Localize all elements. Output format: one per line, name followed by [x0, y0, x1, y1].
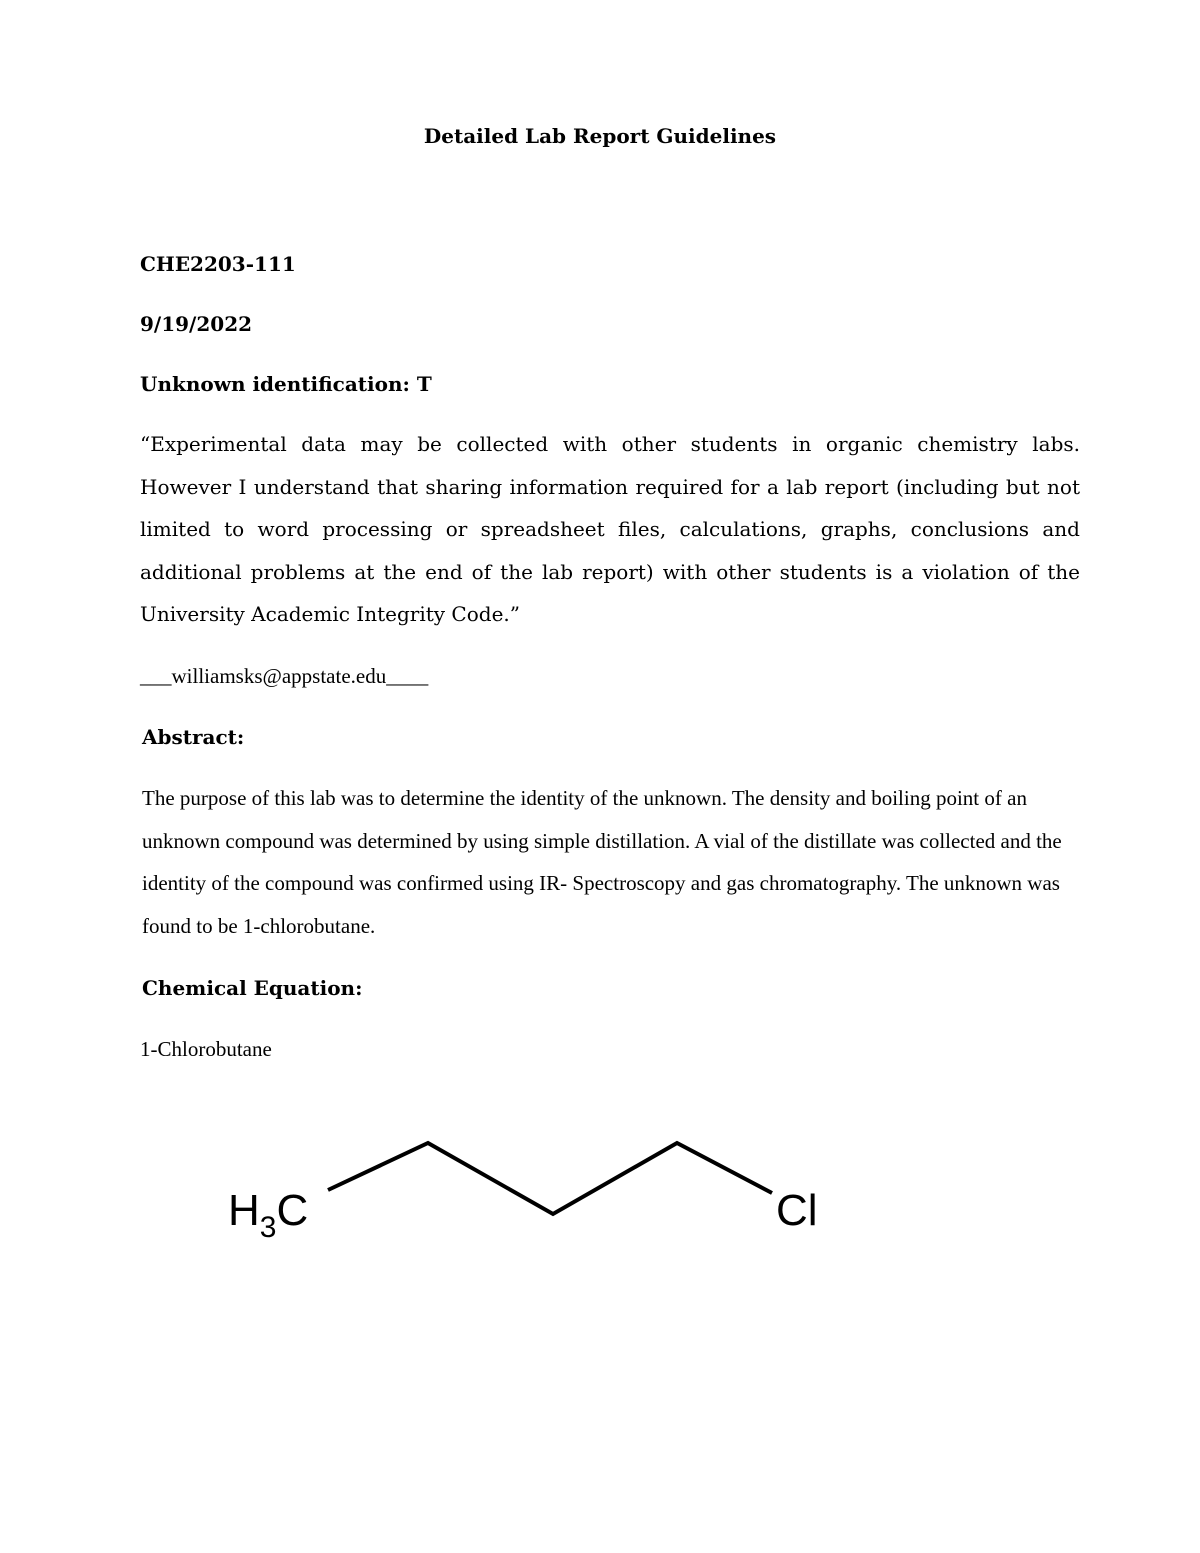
integrity-statement: “Experimental data may be collected with other students in organic chemistry labs. However I understand that sharing information required for a lab report (including but not limited to word processing or spreadsheet files, calculations, graphs, conclusions and additional problems at the end of the lab report) with other students is a violation of the University Academic Integrity Code.” [140, 432, 1080, 626]
chlorine-label: Cl [776, 1186, 818, 1235]
course-code: CHE2203-111 [140, 252, 296, 276]
report-date: 9/19/2022 [140, 312, 253, 336]
unknown-identification: Unknown identification: T [140, 372, 432, 396]
document-title: Detailed Lab Report Guidelines [423, 124, 777, 148]
chemical-equation-heading: Chemical Equation: [142, 976, 363, 1000]
abstract-text: The purpose of this lab was to determine the identity of the unknown. The density and boiling point of an unknown compound was determined by using simple distillation. A vial of the distillate was collected and the identity of the compound was confirmed using IR- Spectroscopy and gas chromatography. The unknown was found to be 1-chlorobutane. [142, 786, 1062, 938]
compound-name: 1-Chlorobutane [140, 1037, 272, 1061]
abstract-heading: Abstract: [142, 725, 245, 749]
signature-line: ___williamsks@appstate.edu____ [140, 664, 429, 688]
carbon-chain-bonds [328, 1143, 772, 1214]
methyl-group-label: $H_3C$ [228, 1186, 309, 1244]
